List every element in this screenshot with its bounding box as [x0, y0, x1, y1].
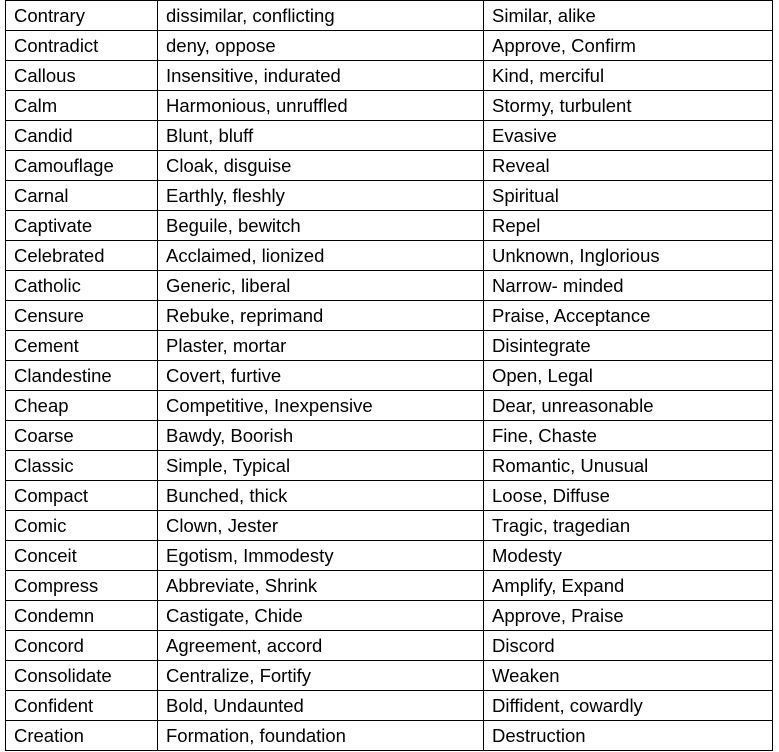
word-cell: Camouflage — [6, 151, 158, 181]
synonyms-cell: Bunched, thick — [158, 481, 484, 511]
synonyms-cell: Clown, Jester — [158, 511, 484, 541]
synonyms-cell: Castigate, Chide — [158, 601, 484, 631]
word-cell: Celebrated — [6, 241, 158, 271]
antonyms-cell: Dear, unreasonable — [484, 391, 773, 421]
word-cell: Classic — [6, 451, 158, 481]
antonyms-cell: Repel — [484, 211, 773, 241]
word-cell: Cement — [6, 331, 158, 361]
synonyms-cell: Generic, liberal — [158, 271, 484, 301]
synonyms-cell: Simple, Typical — [158, 451, 484, 481]
antonyms-cell: Stormy, turbulent — [484, 91, 773, 121]
table-row — [6, 271, 773, 301]
antonyms-cell: Loose, Diffuse — [484, 481, 773, 511]
antonyms-cell: Modesty — [484, 541, 773, 571]
synonyms-cell: Rebuke, reprimand — [158, 301, 484, 331]
synonyms-cell: Egotism, Immodesty — [158, 541, 484, 571]
word-cell: Callous — [6, 61, 158, 91]
word-cell: Clandestine — [6, 361, 158, 391]
synonyms-cell: Acclaimed, lionized — [158, 241, 484, 271]
antonyms-cell: Tragic, tragedian — [484, 511, 773, 541]
table-row — [6, 721, 773, 751]
word-cell: Consolidate — [6, 661, 158, 691]
table-row — [6, 31, 773, 61]
antonyms-cell: Praise, Acceptance — [484, 301, 773, 331]
antonyms-cell: Destruction — [484, 721, 773, 751]
synonyms-cell: Covert, furtive — [158, 361, 484, 391]
table-row — [6, 451, 773, 481]
antonyms-cell: Disintegrate — [484, 331, 773, 361]
table-row — [6, 121, 773, 151]
antonyms-cell: Approve, Confirm — [484, 31, 773, 61]
word-cell: Compact — [6, 481, 158, 511]
table-row — [6, 91, 773, 121]
word-cell: Coarse — [6, 421, 158, 451]
synonym-antonym-table — [5, 0, 773, 751]
antonyms-cell: Spiritual — [484, 181, 773, 211]
table-row — [6, 511, 773, 541]
synonyms-cell: Abbreviate, Shrink — [158, 571, 484, 601]
synonyms-cell: Centralize, Fortify — [158, 661, 484, 691]
antonyms-cell: Unknown, Inglorious — [484, 241, 773, 271]
synonyms-cell: Harmonious, unruffled — [158, 91, 484, 121]
table-row — [6, 61, 773, 91]
table-row — [6, 1, 773, 31]
synonyms-cell: Blunt, bluff — [158, 121, 484, 151]
table-row — [6, 481, 773, 511]
antonyms-cell: Evasive — [484, 121, 773, 151]
word-cell: Concord — [6, 631, 158, 661]
table-row — [6, 181, 773, 211]
synonyms-cell: dissimilar, conflicting — [158, 1, 484, 31]
table-row — [6, 661, 773, 691]
antonyms-cell: Amplify, Expand — [484, 571, 773, 601]
word-cell: Creation — [6, 721, 158, 751]
antonyms-cell: Discord — [484, 631, 773, 661]
antonyms-cell: Weaken — [484, 661, 773, 691]
table-row — [6, 691, 773, 721]
antonyms-cell: Narrow- minded — [484, 271, 773, 301]
synonyms-cell: Bold, Undaunted — [158, 691, 484, 721]
antonyms-cell: Kind, merciful — [484, 61, 773, 91]
table-row — [6, 601, 773, 631]
table-body — [6, 1, 773, 751]
word-cell: Carnal — [6, 181, 158, 211]
synonyms-cell: Cloak, disguise — [158, 151, 484, 181]
word-cell: Condemn — [6, 601, 158, 631]
word-cell: Compress — [6, 571, 158, 601]
table-row — [6, 391, 773, 421]
synonyms-cell: Plaster, mortar — [158, 331, 484, 361]
word-cell: Contradict — [6, 31, 158, 61]
antonyms-cell: Fine, Chaste — [484, 421, 773, 451]
table-row — [6, 151, 773, 181]
word-cell: Candid — [6, 121, 158, 151]
word-cell: Calm — [6, 91, 158, 121]
antonyms-cell: Similar, alike — [484, 1, 773, 31]
synonyms-cell: Competitive, Inexpensive — [158, 391, 484, 421]
table-row — [6, 541, 773, 571]
table-row — [6, 241, 773, 271]
table-row — [6, 211, 773, 241]
synonyms-cell: Agreement, accord — [158, 631, 484, 661]
word-cell: Censure — [6, 301, 158, 331]
word-cell: Captivate — [6, 211, 158, 241]
word-cell: Comic — [6, 511, 158, 541]
table-row — [6, 301, 773, 331]
antonyms-cell: Open, Legal — [484, 361, 773, 391]
word-cell: Confident — [6, 691, 158, 721]
antonyms-cell: Reveal — [484, 151, 773, 181]
antonyms-cell: Romantic, Unusual — [484, 451, 773, 481]
table-row — [6, 361, 773, 391]
word-cell: Conceit — [6, 541, 158, 571]
synonyms-cell: Insensitive, indurated — [158, 61, 484, 91]
synonyms-cell: Beguile, bewitch — [158, 211, 484, 241]
table-row — [6, 631, 773, 661]
synonyms-cell: Formation, foundation — [158, 721, 484, 751]
antonyms-cell: Approve, Praise — [484, 601, 773, 631]
synonyms-cell: Earthly, fleshly — [158, 181, 484, 211]
table-row — [6, 421, 773, 451]
word-cell: Cheap — [6, 391, 158, 421]
word-cell: Contrary — [6, 1, 158, 31]
table-row — [6, 331, 773, 361]
antonyms-cell: Diffident, cowardly — [484, 691, 773, 721]
word-cell: Catholic — [6, 271, 158, 301]
synonyms-cell: Bawdy, Boorish — [158, 421, 484, 451]
table-row — [6, 571, 773, 601]
synonyms-cell: deny, oppose — [158, 31, 484, 61]
